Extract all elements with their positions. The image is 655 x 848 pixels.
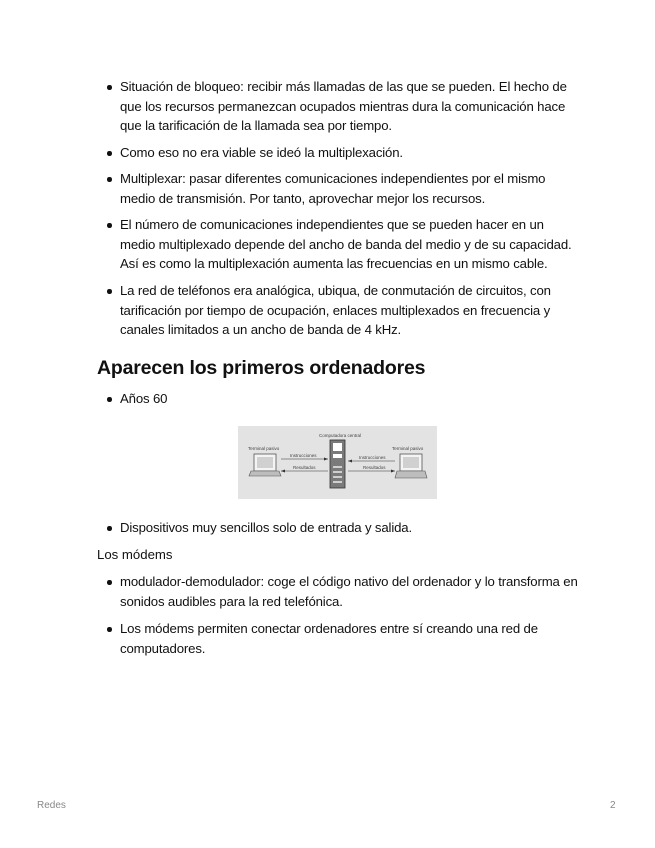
bullet-phone-network: La red de teléfonos era analógica, ubiqua, de conmutación de circuitos, con tarificación por tiempo de ocupación, enlaces multiplexados en frecuencia y canales limitados a un ancho de banda de 4 kHz. xyxy=(120,281,582,340)
bullet-modems-connect: Los módems permiten conectar ordenadores entre sí creando una red de computadores. xyxy=(120,619,582,658)
figure-title: Computadora central xyxy=(319,433,362,438)
bullet-blocking: Situación de bloqueo: recibir más llamadas de las que se pueden. El hecho de que los recursos permanezcan ocupados mientras dura la comunicación hace que la tarificación de la llamada sea por tiempo. xyxy=(120,77,582,136)
right-terminal-icon xyxy=(395,454,427,478)
paragraph-modems: Los módems xyxy=(97,547,173,562)
page-number: 2 xyxy=(610,800,616,811)
arrow-label-top-right: Instrucciones xyxy=(359,455,386,460)
footer-title: Redes xyxy=(37,800,66,811)
bullet-modulator: modulador-demodulador: coge el código nativo del ordenador y lo transforma en sonidos audibles para la red telefónica. xyxy=(120,572,582,611)
mainframe-icon xyxy=(330,440,345,488)
mainframe-diagram xyxy=(238,426,437,499)
arrow-label-bottom-right: Resultados xyxy=(363,465,386,470)
section-heading: Aparecen los primeros ordenadores xyxy=(97,357,426,379)
bullet-devices: Dispositivos muy sencillos solo de entrada y salida. xyxy=(120,518,582,538)
arrow-label-top-left: Instrucciones xyxy=(290,453,317,458)
bullet-years: Años 60 xyxy=(120,389,582,409)
right-arrows xyxy=(348,455,395,473)
left-terminal-icon xyxy=(249,454,281,476)
figure-right-label: Terminal pasivo xyxy=(392,446,424,451)
mainframe-diagram-figure xyxy=(238,426,437,499)
bullet-multiplexing: Multiplexar: pasar diferentes comunicaciones independientes por el mismo medio de transmisión. Por tanto, aprovechar mejor los recursos. xyxy=(120,169,582,208)
figure-left-label: Terminal pasivo xyxy=(248,446,280,451)
left-arrows xyxy=(281,453,328,473)
bullet-communications-count: El número de comunicaciones independientes que se pueden hacer en un medio multiplexado depende del ancho de banda del medio y de su capacidad. Así es como la multiplexación aumenta las frecuencias en un mismo cable. xyxy=(120,215,582,274)
arrow-label-bottom-left: Resultados xyxy=(293,465,316,470)
bullet-not-viable: Como eso no era viable se ideó la multiplexación. xyxy=(120,143,582,163)
